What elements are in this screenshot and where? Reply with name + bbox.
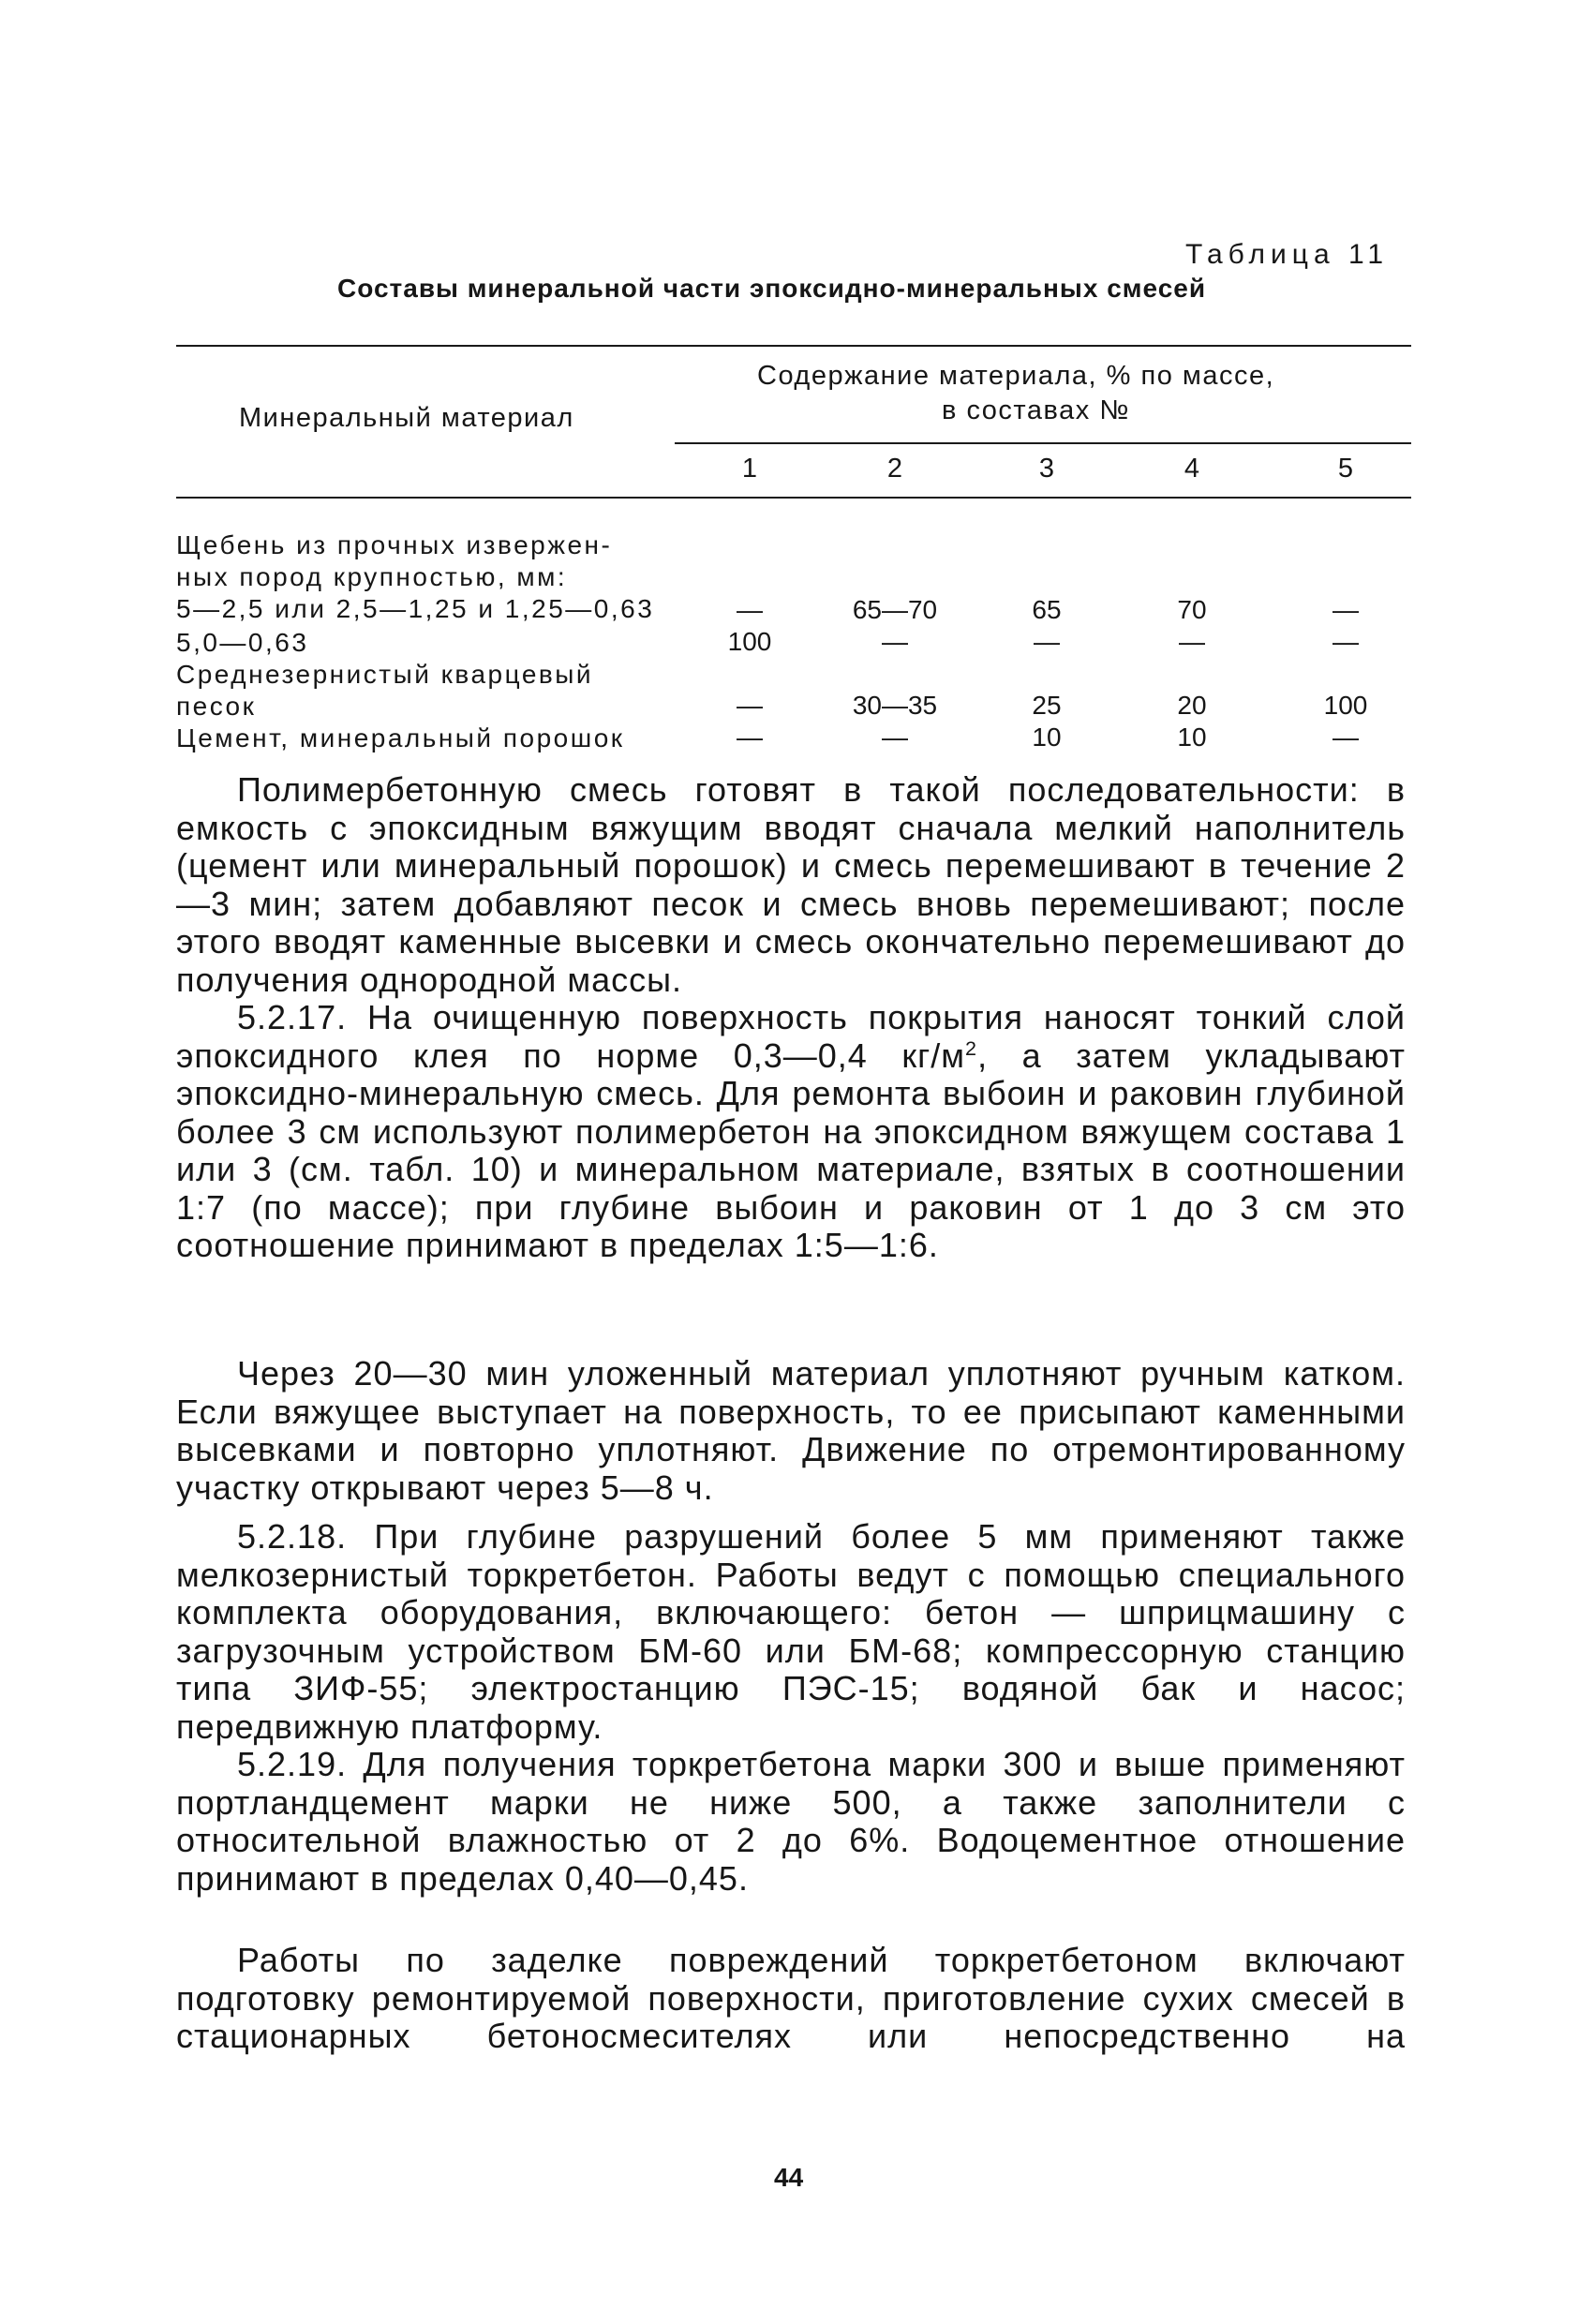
column-number: 5 bbox=[1337, 454, 1354, 484]
table-cell: 10 bbox=[1177, 723, 1207, 752]
header-content-line1: Содержание материала, % по массе, bbox=[757, 361, 1275, 391]
body-text bbox=[176, 1942, 1406, 2056]
table-cell: — bbox=[737, 723, 763, 752]
paragraph-5-2-19: 5.2.19. Для получения торкретбетона марки 300 и выше применяют портландцемент марки не ниже 500, а также заполнители с относительной влажностью от 2 до 6%. Водоцементное отношение принимают в пределах 0,40—0,45. bbox=[176, 1745, 1406, 1898]
table-row-material: Щебень из прочных извержен- ных пород крупностью, мм: 5—2,5 или 2,5—1,25 и 1,25—0,63 bbox=[176, 530, 655, 623]
table-cell: — bbox=[737, 691, 763, 720]
table-row-material: Цемент, минеральный порошок bbox=[176, 723, 625, 752]
table-cell: 100 bbox=[1323, 691, 1368, 720]
column-number: 2 bbox=[886, 454, 903, 484]
table-cell: — bbox=[882, 723, 908, 752]
table-cell: — bbox=[1332, 723, 1359, 752]
table-cell: — bbox=[882, 627, 908, 656]
table-cell: — bbox=[1332, 595, 1359, 624]
paragraph: Работы по заделке повреждений торкретбетоном включают подготовку ремонтируемой поверхности, приготовление сухих смесей в стационарных бетоносмесителях или непосредственно на bbox=[176, 1941, 1406, 2055]
table-cell: 70 bbox=[1177, 595, 1207, 624]
paragraph-5-2-17: 5.2.17. На очищенную поверхность покрытия наносят тонкий слой эпоксидного клея по норме 0,3—0,4 $кг/м^2$, а затем укладывают эпоксидно-минеральную смесь. Для ремонта выбоин и раковин глубиной более 3 см используют полимербетон на эпоксидном вяжущем состава 1 или 3 (см. табл. 10) и минеральном материале, взятых в соотношении 1:7 (по массе); при глубине выбоин и раковин от 1 до 3 см это соотношение принимают в пределах 1:5—1:6. bbox=[176, 998, 1406, 1264]
paragraph: Через 20—30 мин уложенный материал уплотняют ручным катком. Если вяжущее выступает на поверхность, то ее присыпают каменными высевками и повторно уплотняют. Движение по отремонтированному участку открывают через 5—8 ч. bbox=[176, 1354, 1406, 1507]
table-cell: 100 bbox=[727, 627, 772, 656]
table-cell: 65 bbox=[1032, 595, 1062, 624]
table-cell: 65—70 bbox=[852, 595, 938, 624]
table-cell: 10 bbox=[1032, 723, 1062, 752]
header-content-line2: в составах № bbox=[942, 395, 1130, 425]
body-text bbox=[176, 1518, 1406, 1898]
table-row-material: 5,0—0,63 bbox=[176, 628, 309, 657]
table-title: Составы минеральной части эпоксидно-минеральных смесей bbox=[337, 274, 1207, 303]
paragraph: Полимербетонную смесь готовят в такой последовательности: в емкость с эпоксидным вяжущим вводят сначала мелкий наполнитель (цемент или минеральный порошок) и смесь перемешивают в течение 2—3 мин; затем добавляют песок и смесь вновь перемешивают; после этого вводят каменные высевки и смесь окончательно перемешивают до получения однородной массы. bbox=[176, 770, 1406, 999]
table-cell: 20 bbox=[1177, 691, 1207, 720]
table-cell: — bbox=[1179, 627, 1205, 656]
table-cell: — bbox=[1332, 627, 1359, 656]
header-bottom-rule bbox=[176, 497, 1411, 499]
column-number: 4 bbox=[1184, 454, 1200, 484]
body-text bbox=[176, 1355, 1406, 1507]
table-cell: 25 bbox=[1032, 691, 1062, 720]
page-number: 44 bbox=[774, 2163, 804, 2192]
table-cell: 30—35 bbox=[852, 691, 938, 720]
column-number: 3 bbox=[1038, 454, 1055, 484]
table-cell: — bbox=[1034, 627, 1060, 656]
table-row-material: Среднезернистый кварцевый песок bbox=[176, 660, 594, 721]
body-text bbox=[176, 771, 1406, 1265]
paragraph-5-2-18: 5.2.18. При глубине разрушений более 5 мм применяют также мелкозернистый торкретбетон. Работы ведут с помощью специального комплекта оборудования, включающего: бетон — шприцмашину с загрузочным устройством БМ-60 или БМ-68; компрессорную станцию типа ЗИФ-55; электростанцию ПЭС-15; водяной бак и насос; передвижную платформу. bbox=[176, 1517, 1406, 1746]
header-material: Минеральный материал bbox=[239, 403, 574, 433]
table-label: Таблица 11 bbox=[1185, 239, 1390, 270]
column-number: 1 bbox=[741, 454, 758, 484]
header-mid-rule bbox=[675, 442, 1411, 444]
table-cell: — bbox=[737, 595, 763, 624]
table-top-rule bbox=[176, 345, 1411, 347]
